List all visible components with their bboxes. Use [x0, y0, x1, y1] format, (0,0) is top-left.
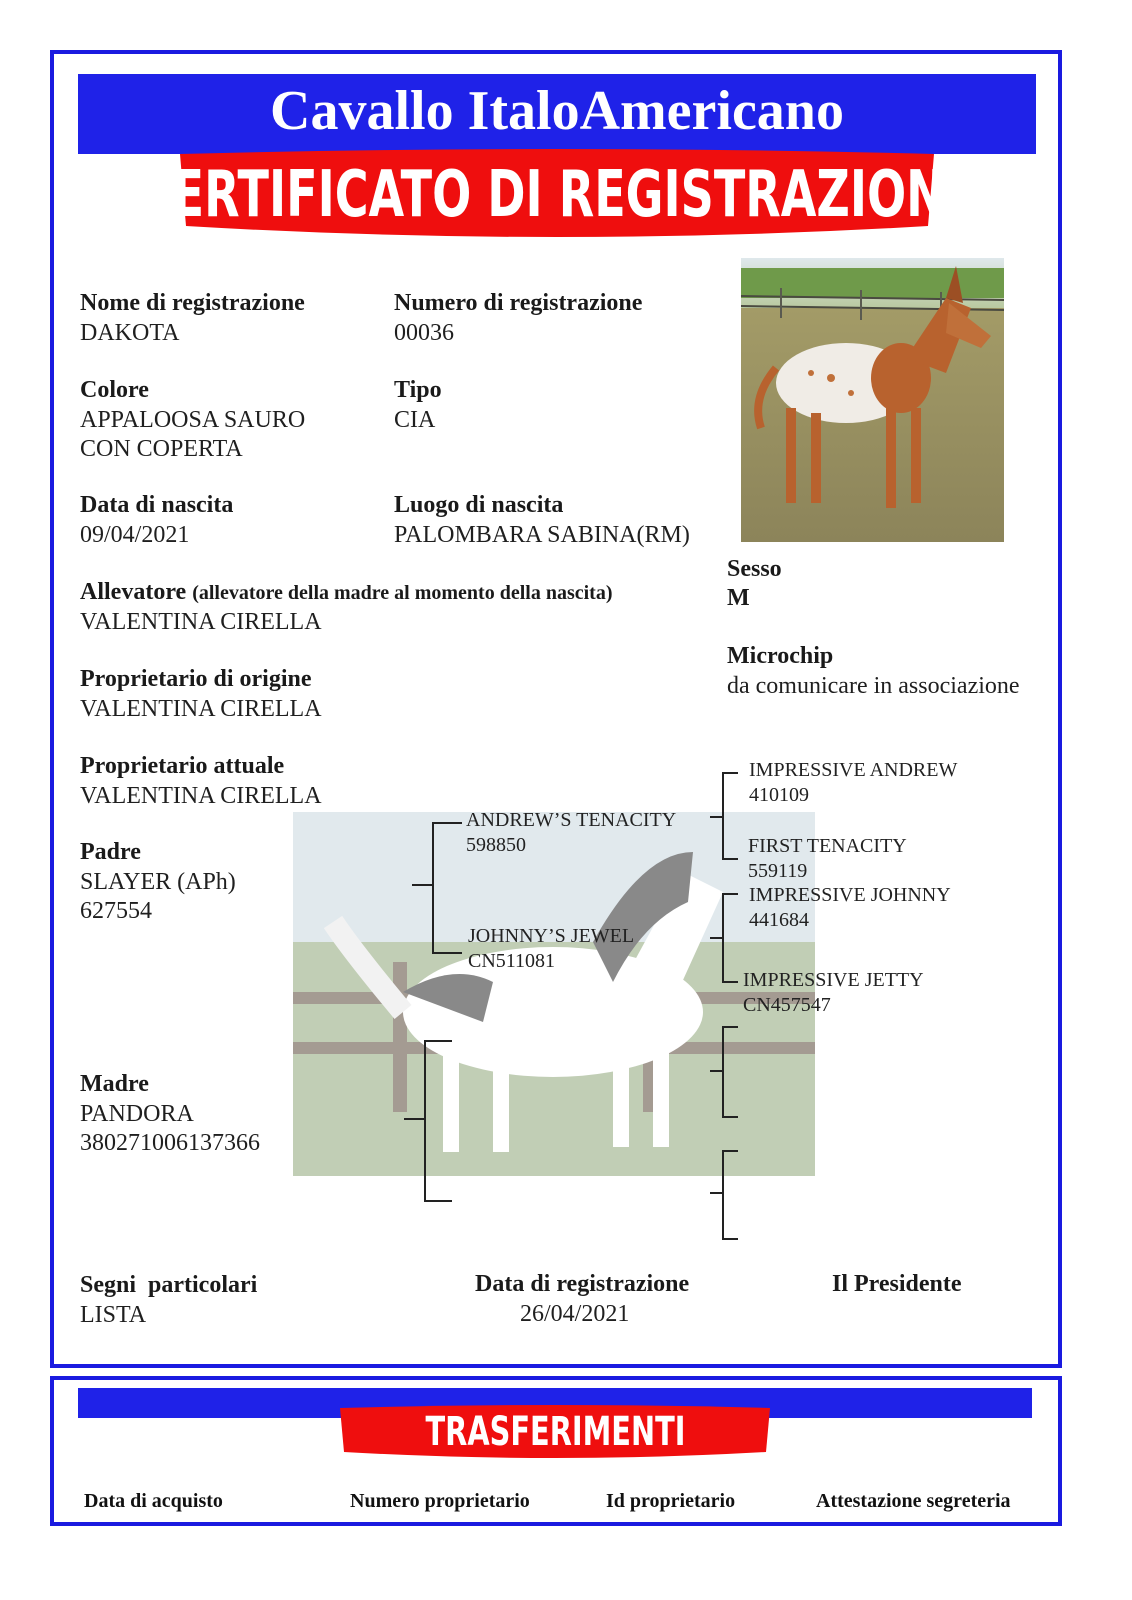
padre-label: Padre — [80, 839, 141, 865]
colore-value-line2: CON COPERTA — [80, 436, 243, 462]
transfers-title: TRASFERIMENTI — [425, 1409, 685, 1455]
proprietario-origine-label: Proprietario di origine — [80, 666, 312, 692]
sesso-value: M — [727, 585, 750, 611]
pedigree-line — [722, 893, 724, 983]
data-nascita-value: 09/04/2021 — [80, 522, 190, 548]
certificate-subtitle: CERTIFICATO DI REGISTRAZIONE — [138, 158, 976, 232]
allevatore-value: VALENTINA CIRELLA — [80, 609, 322, 635]
proprietario-attuale-label: Proprietario attuale — [80, 753, 285, 779]
g3-2-number: 559119 — [748, 860, 808, 882]
g3-4-name: IMPRESSIVE JETTY — [743, 969, 924, 991]
pedigree-line — [722, 1026, 724, 1118]
tipo-label: Tipo — [394, 377, 442, 403]
pedigree-line — [404, 1118, 426, 1120]
nome-value: DAKOTA — [80, 320, 180, 346]
transfers-col-attestazione-segreteria: Attestazione segreteria — [816, 1490, 1011, 1512]
g3-4-number: CN457547 — [743, 994, 831, 1016]
segni-particolari-value: LISTA — [80, 1302, 147, 1328]
allevatore-label — [80, 579, 613, 606]
nome-label: Nome di registrazione — [80, 290, 305, 316]
certificate-banner — [138, 148, 976, 242]
proprietario-attuale-value: VALENTINA CIRELLA — [80, 783, 322, 809]
g3-1-name: IMPRESSIVE ANDREW — [749, 759, 958, 781]
numero-label: Numero di registrazione — [394, 290, 643, 316]
presidente-label: Il Presidente — [832, 1271, 962, 1297]
data-registrazione-label: Data di registrazione — [475, 1271, 690, 1297]
microchip-label: Microchip — [727, 643, 834, 669]
pedigree-line — [412, 884, 434, 886]
pedigree-line — [424, 1040, 452, 1042]
pedigree-line — [722, 893, 738, 895]
g3-2-name: FIRST TENACITY — [748, 835, 907, 857]
madre-label: Madre — [80, 1071, 149, 1097]
g3-1-number: 410109 — [749, 784, 809, 806]
data-nascita-label: Data di nascita — [80, 492, 234, 518]
pedigree-line — [722, 772, 738, 774]
pedigree-line — [722, 1238, 738, 1240]
data-registrazione-value: 26/04/2021 — [520, 1301, 630, 1327]
segni-particolari-label: Segni particolari — [80, 1272, 258, 1298]
pedigree-line — [424, 1200, 452, 1202]
madre-number: 380271006137366 — [80, 1130, 260, 1156]
padre-number: 627554 — [80, 898, 152, 924]
foal-photo — [741, 258, 1004, 542]
pedigree-line — [432, 822, 434, 954]
microchip-value: da comunicare in associazione — [727, 673, 1020, 699]
pedigree-line — [424, 1040, 426, 1202]
pedigree-line — [722, 1026, 738, 1028]
proprietario-origine-value: VALENTINA CIRELLA — [80, 696, 322, 722]
pedigree-line — [722, 1150, 738, 1152]
page-title: Cavallo ItaloAmericano — [270, 80, 844, 142]
luogo-nascita-value: PALOMBARA SABINA(RM) — [394, 522, 690, 548]
pedigree-line — [722, 1150, 724, 1240]
colore-value-line1: APPALOOSA SAURO — [80, 407, 306, 433]
pedigree-line — [722, 1116, 738, 1118]
pedigree-line — [722, 981, 738, 983]
tipo-value: CIA — [394, 407, 436, 433]
madre-name: PANDORA — [80, 1101, 194, 1127]
transfers-banner — [336, 1404, 774, 1460]
pedigree-line — [432, 952, 462, 954]
colore-label: Colore — [80, 377, 149, 403]
transfers-col-numero-proprietario: Numero proprietario — [350, 1490, 530, 1512]
header-bar — [78, 74, 1036, 154]
transfers-col-data-acquisto: Data di acquisto — [84, 1490, 223, 1512]
padre-name: SLAYER (APh) — [80, 869, 236, 895]
numero-value: 00036 — [394, 320, 454, 346]
sire-dam-name: JOHNNY’S JEWEL — [468, 925, 635, 947]
transfers-col-id-proprietario: Id proprietario — [606, 1490, 736, 1512]
g3-3-name: IMPRESSIVE JOHNNY — [749, 884, 951, 906]
pedigree-line — [722, 858, 738, 860]
sesso-label: Sesso — [727, 556, 782, 582]
g3-3-number: 441684 — [749, 909, 809, 931]
sire-sire-number: 598850 — [466, 834, 526, 856]
pedigree-line — [432, 822, 462, 824]
sire-dam-number: CN511081 — [468, 950, 556, 972]
pedigree-line — [722, 772, 724, 860]
watermark-horse-image — [293, 812, 815, 1176]
allevatore-title: Allevatore — [80, 579, 187, 605]
sire-sire-name: ANDREW’S TENACITY — [466, 809, 677, 831]
luogo-nascita-label: Luogo di nascita — [394, 492, 564, 518]
allevatore-note: (allevatore della madre al momento della nascita) — [192, 582, 613, 604]
